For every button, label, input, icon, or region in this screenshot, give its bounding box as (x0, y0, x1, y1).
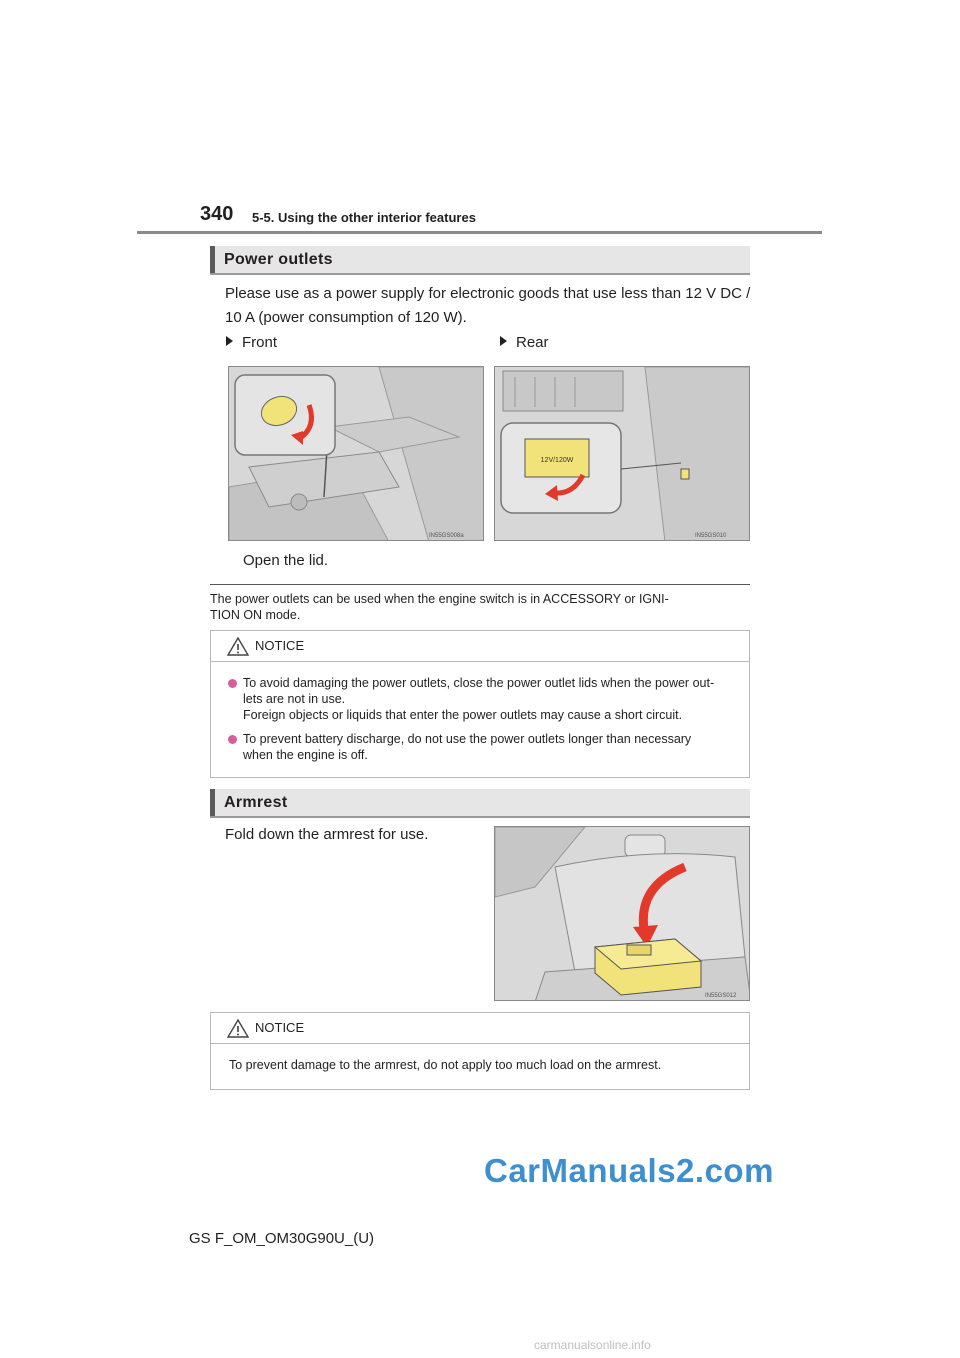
warning-icon (227, 1019, 249, 1038)
front-label: Front (242, 334, 278, 351)
watermark-logo[interactable]: CarManuals2.com (484, 1152, 774, 1189)
armrest-notice-text: To prevent damage to the armrest, do not apply too much load on the armrest. (229, 1058, 662, 1072)
footer-code: GS F_OM_OM30G90U_(U) (189, 1230, 375, 1247)
triangle-bullet-icon (226, 336, 233, 346)
notice-item-1 (243, 675, 743, 723)
rear-label: Rear (516, 334, 549, 351)
notice-header (211, 631, 749, 662)
notice-item-2 (243, 731, 743, 763)
bullet-icon (228, 679, 237, 688)
rear-outlet-label: 12V/120W (540, 457, 574, 464)
power-outlets-notice (210, 630, 750, 778)
heading-marker (210, 246, 215, 273)
front-outlet-illustration (228, 366, 484, 541)
section-title: 5-5. Using the other interior features (252, 210, 476, 225)
notice-title: NOTICE (255, 638, 305, 653)
page-number: 340 (200, 203, 234, 225)
watermark-bottom[interactable]: carmanualsonline.info (534, 1338, 651, 1352)
front-image-code: IN55GS008a (429, 533, 464, 539)
note-line-1: The power outlets can be used when the engine switch is in ACCESSORY or IGNI- (210, 592, 669, 606)
notice-item-1-line-2: lets are not in use. (243, 692, 346, 706)
heading-marker (210, 789, 215, 816)
front-label-row (226, 334, 277, 351)
notice-item-2-line-1: To prevent battery discharge, do not use the power outlets longer than necessary (243, 732, 692, 746)
intro-line-1: Please use as a power supply for electronic goods that use less than 12 V DC / (225, 285, 751, 302)
notice-title: NOTICE (255, 1020, 305, 1035)
rear-image-code: IN55GS010 (695, 533, 727, 539)
notice-item-1-line-3: Foreign objects or liquids that enter the power outlets may cause a short circuit. (243, 708, 683, 722)
warning-icon (227, 637, 249, 656)
power-outlets-heading (210, 246, 750, 275)
intro-line-2: 10 A (power consumption of 120 W). (225, 309, 467, 326)
power-outlets-intro (225, 282, 755, 330)
armrest-image-code: IN55GS012 (705, 993, 737, 999)
notice-item-1-line-1: To avoid damaging the power outlets, close the power outlet lids when the power out- (243, 676, 715, 690)
note-line-2: TION ON mode. (210, 608, 301, 622)
rear-outlet-illustration (494, 366, 750, 541)
open-lid-caption: Open the lid. (243, 552, 329, 569)
armrest-illustration (494, 826, 750, 1001)
notice-item-2-line-2: when the engine is off. (243, 748, 368, 762)
armrest-heading (210, 789, 750, 818)
power-outlets-note (210, 591, 750, 623)
bullet-icon (228, 735, 237, 744)
notice-header (211, 1013, 749, 1044)
triangle-bullet-icon (500, 336, 507, 346)
header-divider (137, 231, 822, 234)
power-outlets-title: Power outlets (224, 251, 333, 268)
armrest-title: Armrest (224, 794, 288, 811)
rear-label-row (500, 334, 549, 351)
armrest-text: Fold down the armrest for use. (225, 826, 429, 843)
armrest-notice (210, 1012, 750, 1090)
section-divider (210, 584, 750, 585)
